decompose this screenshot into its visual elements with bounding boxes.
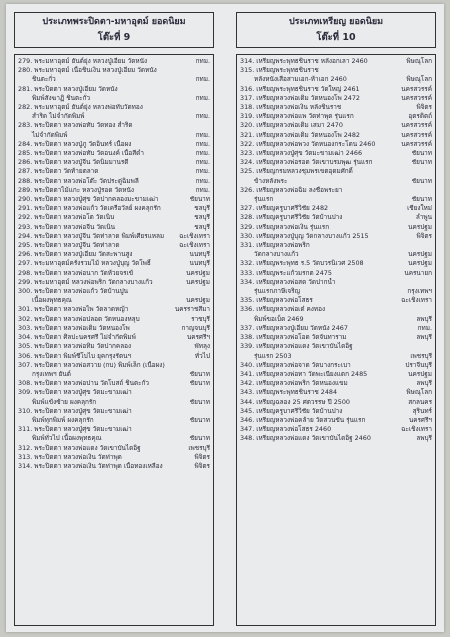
item-text: 340. เหรียญหลวงพ่อจาด วัดบางกระเบา	[240, 360, 351, 369]
item-province: พิจิตร	[194, 461, 210, 470]
item-province: กทม.	[195, 185, 210, 194]
list-item	[18, 167, 210, 176]
item-province: นครปฐม	[186, 268, 210, 277]
item-province: ชัยนาท	[189, 195, 210, 204]
item-province: กทม.	[195, 139, 210, 148]
item-text: 312. พระปิดตา หลวงพ่อแดง วัดเขาบันไดอิฐ	[18, 443, 141, 452]
list-item	[18, 407, 210, 416]
item-province: ฉะเชิงเทรา	[179, 241, 210, 250]
item-text: 301. พระปิดตา หลวงพ่อไพ วัดลาดหญ้า	[18, 305, 129, 314]
item-text: 315. เหรียญพระพุทธชินราช	[240, 66, 319, 75]
item-province: เชียงใหม่	[407, 204, 432, 213]
item-text: สำริด ไม่จำกัดพิมพ์	[32, 112, 85, 121]
list-item-continuation	[18, 131, 210, 140]
item-text: 335. เหรียญหลวงพ่อโสธร	[240, 296, 313, 305]
item-province: กทม.	[195, 176, 210, 185]
list-item	[240, 186, 432, 195]
item-province: ฉะเชิงเทรา	[179, 231, 210, 240]
item-province: พิจิตร	[194, 452, 210, 461]
list-item-continuation	[18, 296, 210, 305]
item-text: 348. เหรียญหลวงพ่อแดง วัดเขาบันไดอิฐ 2460	[240, 434, 371, 443]
list-item	[18, 333, 210, 342]
list-item-continuation	[240, 75, 432, 84]
list-item	[240, 407, 432, 416]
item-province: กทม.	[417, 323, 432, 332]
list-item	[240, 361, 432, 370]
list-item	[240, 379, 432, 388]
item-text: 295. พระปิดตา หลวงปู่จีน วัดท่าลาด	[18, 241, 120, 250]
item-province: ปราจีนบุรี	[405, 360, 432, 369]
list-item	[18, 213, 210, 222]
item-text: 296. พระปิดตา หลวงปู่เอี่ยม วัดสะพานสูง	[18, 250, 133, 259]
item-text: 310. พระปิดตา หลวงปู่ศุข วัดมะขามเฒ่า	[18, 406, 132, 415]
item-text: 324. เหรียญหลวงพ่อรอด วัดเขาบรมพุฒ รุ่นแรก	[240, 158, 373, 167]
list-item	[240, 103, 432, 112]
item-province: ชัยนาท	[189, 434, 210, 443]
right-column	[230, 4, 442, 630]
item-text: วัดกลางบางแก้ว	[254, 250, 299, 259]
item-province: สุรินทร์	[412, 406, 432, 415]
list-item	[240, 269, 432, 278]
list-item	[18, 158, 210, 167]
item-text: 288. พระปิดตา หลวงพ่อโต๊ะ วัดประดู่ฉิมพลี	[18, 176, 139, 185]
item-text: 317. เหรียญหลวงพ่อเดิม วัดหนองโพ 2472	[240, 93, 360, 102]
list-item	[18, 324, 210, 333]
item-province: กทม.	[195, 167, 210, 176]
list-item	[240, 434, 432, 443]
item-text: 346. เหรียญหลวงพ่อคล้าย วัดสวนขัน รุ่นแรก	[240, 415, 366, 424]
list-item	[240, 94, 432, 103]
item-province: นครสวรรค์	[401, 121, 432, 130]
item-text: 294. พระปิดตา หลวงปู่จีน วัดท่าลาด พิมพ์เศียรแหลม	[18, 231, 165, 240]
item-text: พิมพ์สังฆาฏิ ชินตะกั่ว	[32, 93, 91, 102]
list-item	[18, 269, 210, 278]
list-item-continuation	[18, 94, 210, 103]
item-province: ชัยนาท	[189, 415, 210, 424]
item-text: 329. เหรียญหลวงพ่อเงิน รุ่นแรก	[240, 222, 330, 231]
item-text: 292. พระปิดตา หลวงพ่อโต วัดเนิน	[18, 213, 115, 222]
item-province: นครสวรรค์	[401, 130, 432, 139]
item-province: ชัยนาท	[189, 397, 210, 406]
item-text: พิมพ์ขอเบ็ด 2469	[254, 314, 304, 323]
list-item	[240, 112, 432, 121]
item-province: พิจิตร	[416, 231, 432, 240]
item-text: 300. พระปิดตา หลวงพ่อแก้ว วัดบ้านปูน	[18, 287, 128, 296]
item-province: ชลบุรี	[194, 222, 210, 231]
list-item-continuation	[240, 195, 432, 204]
item-province: เพชรบุรี	[410, 351, 432, 360]
item-text: 280. พระมหาอุตม์ เนื้อชินเงิน หลวงปู่เอี่ยม วัดหนัง	[18, 66, 157, 75]
item-text: หลังหนังเสือสามเอก-ห้าเอก 2460	[254, 75, 347, 84]
list-item	[240, 140, 432, 149]
item-text: พิมพ์ทั่วไป เนื้อผงพุทธคุณ	[32, 434, 102, 443]
list-item-continuation	[240, 177, 432, 186]
list-item	[240, 241, 432, 250]
item-text: 309. พระปิดตา หลวงปู่ศุข วัดมะขามเฒ่า	[18, 388, 132, 397]
item-province: นครนายก	[404, 268, 432, 277]
item-text: 336. เหรียญหลวงพ่อเต๋ คงทอง	[240, 305, 326, 314]
item-text: ข้างหลังพระ	[254, 176, 288, 185]
list-item	[18, 186, 210, 195]
list-item	[18, 223, 210, 232]
item-province: ชลบุรี	[194, 213, 210, 222]
right-header-box	[236, 12, 436, 48]
item-text: 291. พระปิดตา หลวงพ่อแก้ว วัดเครือวัลย์ ผงคลุกรัก	[18, 204, 161, 213]
item-province: เพชรบุรี	[188, 443, 210, 452]
item-province: กทม.	[195, 57, 210, 65]
item-text: 282. พระมหาอุตม์ ยันต์ยุ่ง หลวงพ่อทับวัดทอง	[18, 103, 143, 112]
item-province: ชัยนาท	[189, 369, 210, 378]
item-province: ชลบุรี	[194, 204, 210, 213]
list-item-continuation	[18, 370, 210, 379]
item-text: 320. เหรียญหลวงพ่อเดิม เสมา 2470	[240, 121, 343, 130]
list-item	[240, 370, 432, 379]
right-item-list	[236, 54, 436, 626]
list-item-continuation	[18, 416, 210, 425]
list-item	[240, 85, 432, 94]
item-text: 322. เหรียญหลวงพ่อพวง วัดหนองกระโดน 2460	[240, 139, 376, 148]
item-text: 327. เหรียญครูบาศรีวิชัย 2482	[240, 204, 329, 213]
list-item	[18, 85, 210, 94]
item-text: พิมพ์ทุกพิมพ์ ผงคลุกรัก	[32, 415, 94, 424]
list-item	[240, 66, 432, 75]
item-text: เนื้อผงพุทธคุณ	[32, 296, 72, 305]
item-province: ชัยนาท	[411, 176, 432, 185]
item-text: 331. เหรียญหลวงพ่อพริก	[240, 241, 310, 250]
item-text: 342. เหรียญหลวงพ่อพริก วัดหนองแขม	[240, 379, 348, 388]
item-text: 343. เหรียญพระพุทธชินราช 2484	[240, 388, 338, 397]
item-province: พิษณุโลก	[406, 57, 432, 65]
list-item	[18, 149, 210, 158]
list-item	[18, 342, 210, 351]
list-item	[240, 213, 432, 222]
list-item	[240, 232, 432, 241]
item-text: 326. เหรียญหลวงพ่อฉิม ลงชื่อพระยา	[240, 185, 343, 194]
left-item-list	[14, 54, 214, 626]
item-province: กทม.	[195, 75, 210, 84]
item-text: 290. พระปิดตา หลวงปู่ศุข วัดปากคลองมะขามเฒ่า	[18, 195, 159, 204]
item-text: 330. เหรียญหลวงปู่บุญ วัดกลางบางแก้ว 2515	[240, 231, 369, 240]
list-item	[240, 398, 432, 407]
list-item	[240, 296, 432, 305]
item-province: นครปฐม	[408, 222, 432, 231]
item-province: ฉะเชิงเทรา	[401, 425, 432, 434]
item-province: กทม.	[195, 130, 210, 139]
item-province: ลพบุรี	[416, 333, 432, 342]
item-province: นครปฐม	[408, 259, 432, 268]
list-item	[240, 388, 432, 397]
right-category-title: ประเภทเหรียญ ยอดนิยม	[288, 17, 384, 27]
item-text: รุ่นแรกภาษีเจริญ	[254, 287, 301, 296]
list-item	[240, 158, 432, 167]
left-header-box	[14, 12, 214, 48]
item-text: รุ่นแรก	[254, 195, 274, 204]
item-province: อุตรดิตถ์	[408, 112, 432, 121]
list-item	[18, 140, 210, 149]
item-text: 298. พระปิดตา หลวงพ่อนาก วัดห้วยจรเข้	[18, 268, 134, 277]
list-item	[240, 259, 432, 268]
item-province: นครศรีฯ	[408, 415, 432, 424]
item-province: กาญจนบุรี	[181, 323, 210, 332]
list-item	[18, 315, 210, 324]
list-item	[18, 278, 210, 287]
item-text: 314. พระปิดตา หลวงพ่อเงิน วัดท่าพุด เนื้อทองเหลือง	[18, 461, 163, 470]
item-province: ทั่วไป	[194, 351, 210, 360]
item-text: 316. เหรียญพระพุทธชินราช วัดใหญ่ 2461	[240, 84, 360, 93]
list-item	[18, 103, 210, 112]
item-province: นนทบุรี	[189, 250, 210, 259]
item-text: 285. พระปิดตา หลวงพ่อทับ วัดอนงค์ เนื้อสีดำ	[18, 149, 144, 158]
list-item	[18, 305, 210, 314]
item-province: พิษณุโลก	[406, 388, 432, 397]
list-item-continuation	[18, 112, 210, 121]
item-province: นครปฐม	[408, 250, 432, 259]
item-text: กรุงเทพฯ ยันต์	[32, 369, 71, 378]
item-text: 307. พระปิดตา หลวงพ่อสวาย (กบ) พิมพ์เล็ก (เนื้อผง)	[18, 360, 165, 369]
list-item-continuation	[240, 352, 432, 361]
list-item	[18, 352, 210, 361]
item-province: พิจิตร	[416, 103, 432, 112]
list-item-continuation	[18, 75, 210, 84]
list-item	[240, 305, 432, 314]
list-item	[240, 416, 432, 425]
item-province: ชัยนาท	[411, 158, 432, 167]
list-item	[18, 232, 210, 241]
item-province: นครศรีฯ	[186, 333, 210, 342]
item-text: 283. พระปิดตา หลวงพ่อทับ วัดทอง สำริด	[18, 121, 133, 130]
left-table-label: โต๊ะที่ 9	[97, 32, 131, 43]
item-text: 311. พระปิดตา หลวงปู่ศุข วัดมะขามเฒ่า	[18, 425, 132, 434]
list-item	[240, 324, 432, 333]
item-province: ลพบุรี	[416, 379, 432, 388]
list-item	[18, 379, 210, 388]
list-item	[18, 250, 210, 259]
list-item	[18, 388, 210, 397]
item-text: 347. เหรียญหลวงพ่อโสธร 2460	[240, 425, 332, 434]
list-item	[18, 444, 210, 453]
item-text: 303. พระปิดตา หลวงพ่อเดิม วัดหนองโพ	[18, 323, 130, 332]
item-text: 325. เหรียญกรมหลวงชุมพรเขตอุดมศักดิ์	[240, 167, 353, 176]
item-text: 321. เหรียญหลวงพ่อเดิม วัดหนองโพ 2482	[240, 130, 360, 139]
list-item-continuation	[240, 250, 432, 259]
item-text: 339. เหรียญหลวงพ่อแดง วัดเขาบันไดอิฐ	[240, 342, 353, 351]
item-text: ชินตะกั่ว	[32, 75, 56, 84]
list-item	[18, 453, 210, 462]
list-item	[240, 131, 432, 140]
list-item	[240, 204, 432, 213]
item-province: นครราชสีมา	[174, 305, 210, 314]
item-province: ลพบุรี	[416, 434, 432, 443]
list-item	[240, 342, 432, 351]
list-item	[240, 167, 432, 176]
item-text: 345. เหรียญครูบาศรีวิชัย วัดบ้านปาง	[240, 406, 343, 415]
item-text: 299. พระมหาอุตม์ หลวงพ่อพริก วัดกลางบางแก้ว	[18, 277, 153, 286]
list-item	[240, 223, 432, 232]
list-item	[240, 149, 432, 158]
item-text: 328. เหรียญครูบาศรีวิชัย วัดบ้านปาง	[240, 213, 343, 222]
right-table-label: โต๊ะที่ 10	[316, 32, 356, 43]
item-text: 318. เหรียญหลวงพ่อเงิน หลังชินราช	[240, 103, 342, 112]
item-province: ชัยนาท	[189, 379, 210, 388]
list-item	[18, 462, 210, 471]
item-province: กทม.	[195, 149, 210, 158]
item-province: ลพบุรี	[416, 314, 432, 323]
list-item-continuation	[240, 315, 432, 324]
item-province: นครปฐม	[408, 369, 432, 378]
item-province: กรุงเทพฯ	[407, 287, 432, 296]
item-text: 297. พระมหาอุตม์ครั่งรวมไม้ หลวงปู่บุญ วัดโพธิ์	[18, 259, 151, 268]
list-item	[18, 259, 210, 268]
item-text: รุ่นแรก 2503	[254, 351, 292, 360]
item-text: 289. พระปิดตาไม้แกะ หลวงปู่รอด วัดหนัง	[18, 185, 134, 194]
item-province: พัทลุง	[194, 342, 210, 351]
list-item	[18, 425, 210, 434]
item-text: 323. เหรียญหลวงปู่ศุข วัดมะขามเฒ่า 2466	[240, 149, 363, 158]
list-item	[18, 195, 210, 204]
item-province: ลำพูน	[415, 213, 432, 222]
list-item	[18, 177, 210, 186]
item-province: สกลนคร	[408, 397, 432, 406]
list-item	[240, 278, 432, 287]
left-column	[8, 4, 220, 630]
list-item-continuation	[18, 398, 210, 407]
list-item	[240, 121, 432, 130]
list-item-continuation	[18, 434, 210, 443]
list-item	[18, 287, 210, 296]
list-item	[18, 361, 210, 370]
list-item	[18, 241, 210, 250]
item-text: 305. พระปิดตา หลวงพ่อทิม วัดปากคลอง	[18, 342, 132, 351]
item-text: 332. เหรียญพระพุทธ ร.5 วัดบวรนิเวศ 2508	[240, 259, 364, 268]
left-category-title: ประเภทพระปิดตา-มหาอุตม์ ยอดนิยม	[42, 17, 186, 27]
item-text: 293. พระปิดตา หลวงพ่อจีน วัดเนิน	[18, 222, 116, 231]
item-text: 302. พระปิดตา หลวงพ่อปลอด วัดหนองหลุบ	[18, 314, 140, 323]
item-province: ชัยนาท	[411, 195, 432, 204]
document-page	[6, 4, 444, 632]
item-text: 286. พระปิดตา หลวงปู่จีน วัดนิมมานรดี	[18, 158, 129, 167]
item-province: ชัยนาท	[411, 149, 432, 158]
item-text: 284. พระปิดตา หลวงปู่ภู วัดอินทร์ เนื้อผง	[18, 139, 132, 148]
item-province: กทม.	[195, 112, 210, 121]
item-province: นครปฐม	[186, 277, 210, 286]
item-text: 333. เหรียญพระแก้วมรกต 2475	[240, 268, 332, 277]
item-text: 319. เหรียญหลวงพ่อแพ วัดท่าพุด รุ่นแรก	[240, 112, 354, 121]
item-text: 334. เหรียญหลวงพ่อสด วัดปากน้ำ	[240, 277, 336, 286]
list-item	[240, 425, 432, 434]
item-text: 308. พระปิดตา หลวงพ่อปาน วัดโบสถ์ ชินตะกั่ว	[18, 379, 150, 388]
item-text: ไม่จำกัดพิมพ์	[32, 130, 68, 139]
item-text: 337. เหรียญหลวงปู่เอี่ยม วัดหนัง 2467	[240, 323, 348, 332]
item-text: พิมพ์แข้งซ้าย ผงคลุกรัก	[32, 397, 97, 406]
item-province: กทม.	[195, 93, 210, 102]
item-text: 341. เหรียญหลวงพ่อทา วัดพะเนียงแตก 2485	[240, 369, 368, 378]
list-item	[18, 121, 210, 130]
list-item	[240, 333, 432, 342]
item-text: 344. เหรียญฉลอง 25 ศตวรรษ ปี 2500	[240, 397, 350, 406]
item-text: 306. พระปิดตา พิมพ์ชีโบไบ ยุคกรุงรัตนฯ	[18, 351, 132, 360]
list-item	[18, 204, 210, 213]
item-text: 314. เหรียญพระพุทธชินราช หลังอกเลา 2460	[240, 57, 368, 65]
item-text: 304. พระปิดตา ศิลปะนครศรี ไม่จำกัดพิมพ์	[18, 333, 136, 342]
item-province: นครปฐม	[186, 296, 210, 305]
list-item	[240, 57, 432, 66]
item-text: 338. เหรียญหลวงพ่อโอด วัดจันทาราม	[240, 333, 347, 342]
item-province: ฉะเชิงเทรา	[401, 296, 432, 305]
item-text: 279. พระมหาอุตม์ ยันต์ยุ่ง หลวงปู่เอี่ยม วัดหนัง	[18, 57, 148, 65]
item-province: นครสวรรค์	[401, 84, 432, 93]
item-text: 281. พระปิดตา หลวงปู่เอี่ยม วัดหนัง	[18, 84, 118, 93]
item-province: นครสวรรค์	[401, 139, 432, 148]
item-province: กทม.	[195, 158, 210, 167]
list-item-continuation	[240, 287, 432, 296]
item-province: นครสวรรค์	[401, 93, 432, 102]
item-text: 287. พระปิดตา วัดท้ายตลาด	[18, 167, 99, 176]
item-province: พิษณุโลก	[406, 75, 432, 84]
item-province: ราชบุรี	[191, 314, 210, 323]
list-item	[18, 57, 210, 66]
item-province: นนทบุรี	[189, 259, 210, 268]
item-text: 313. พระปิดตา หลวงพ่อเงิน วัดท่าพุด	[18, 452, 122, 461]
